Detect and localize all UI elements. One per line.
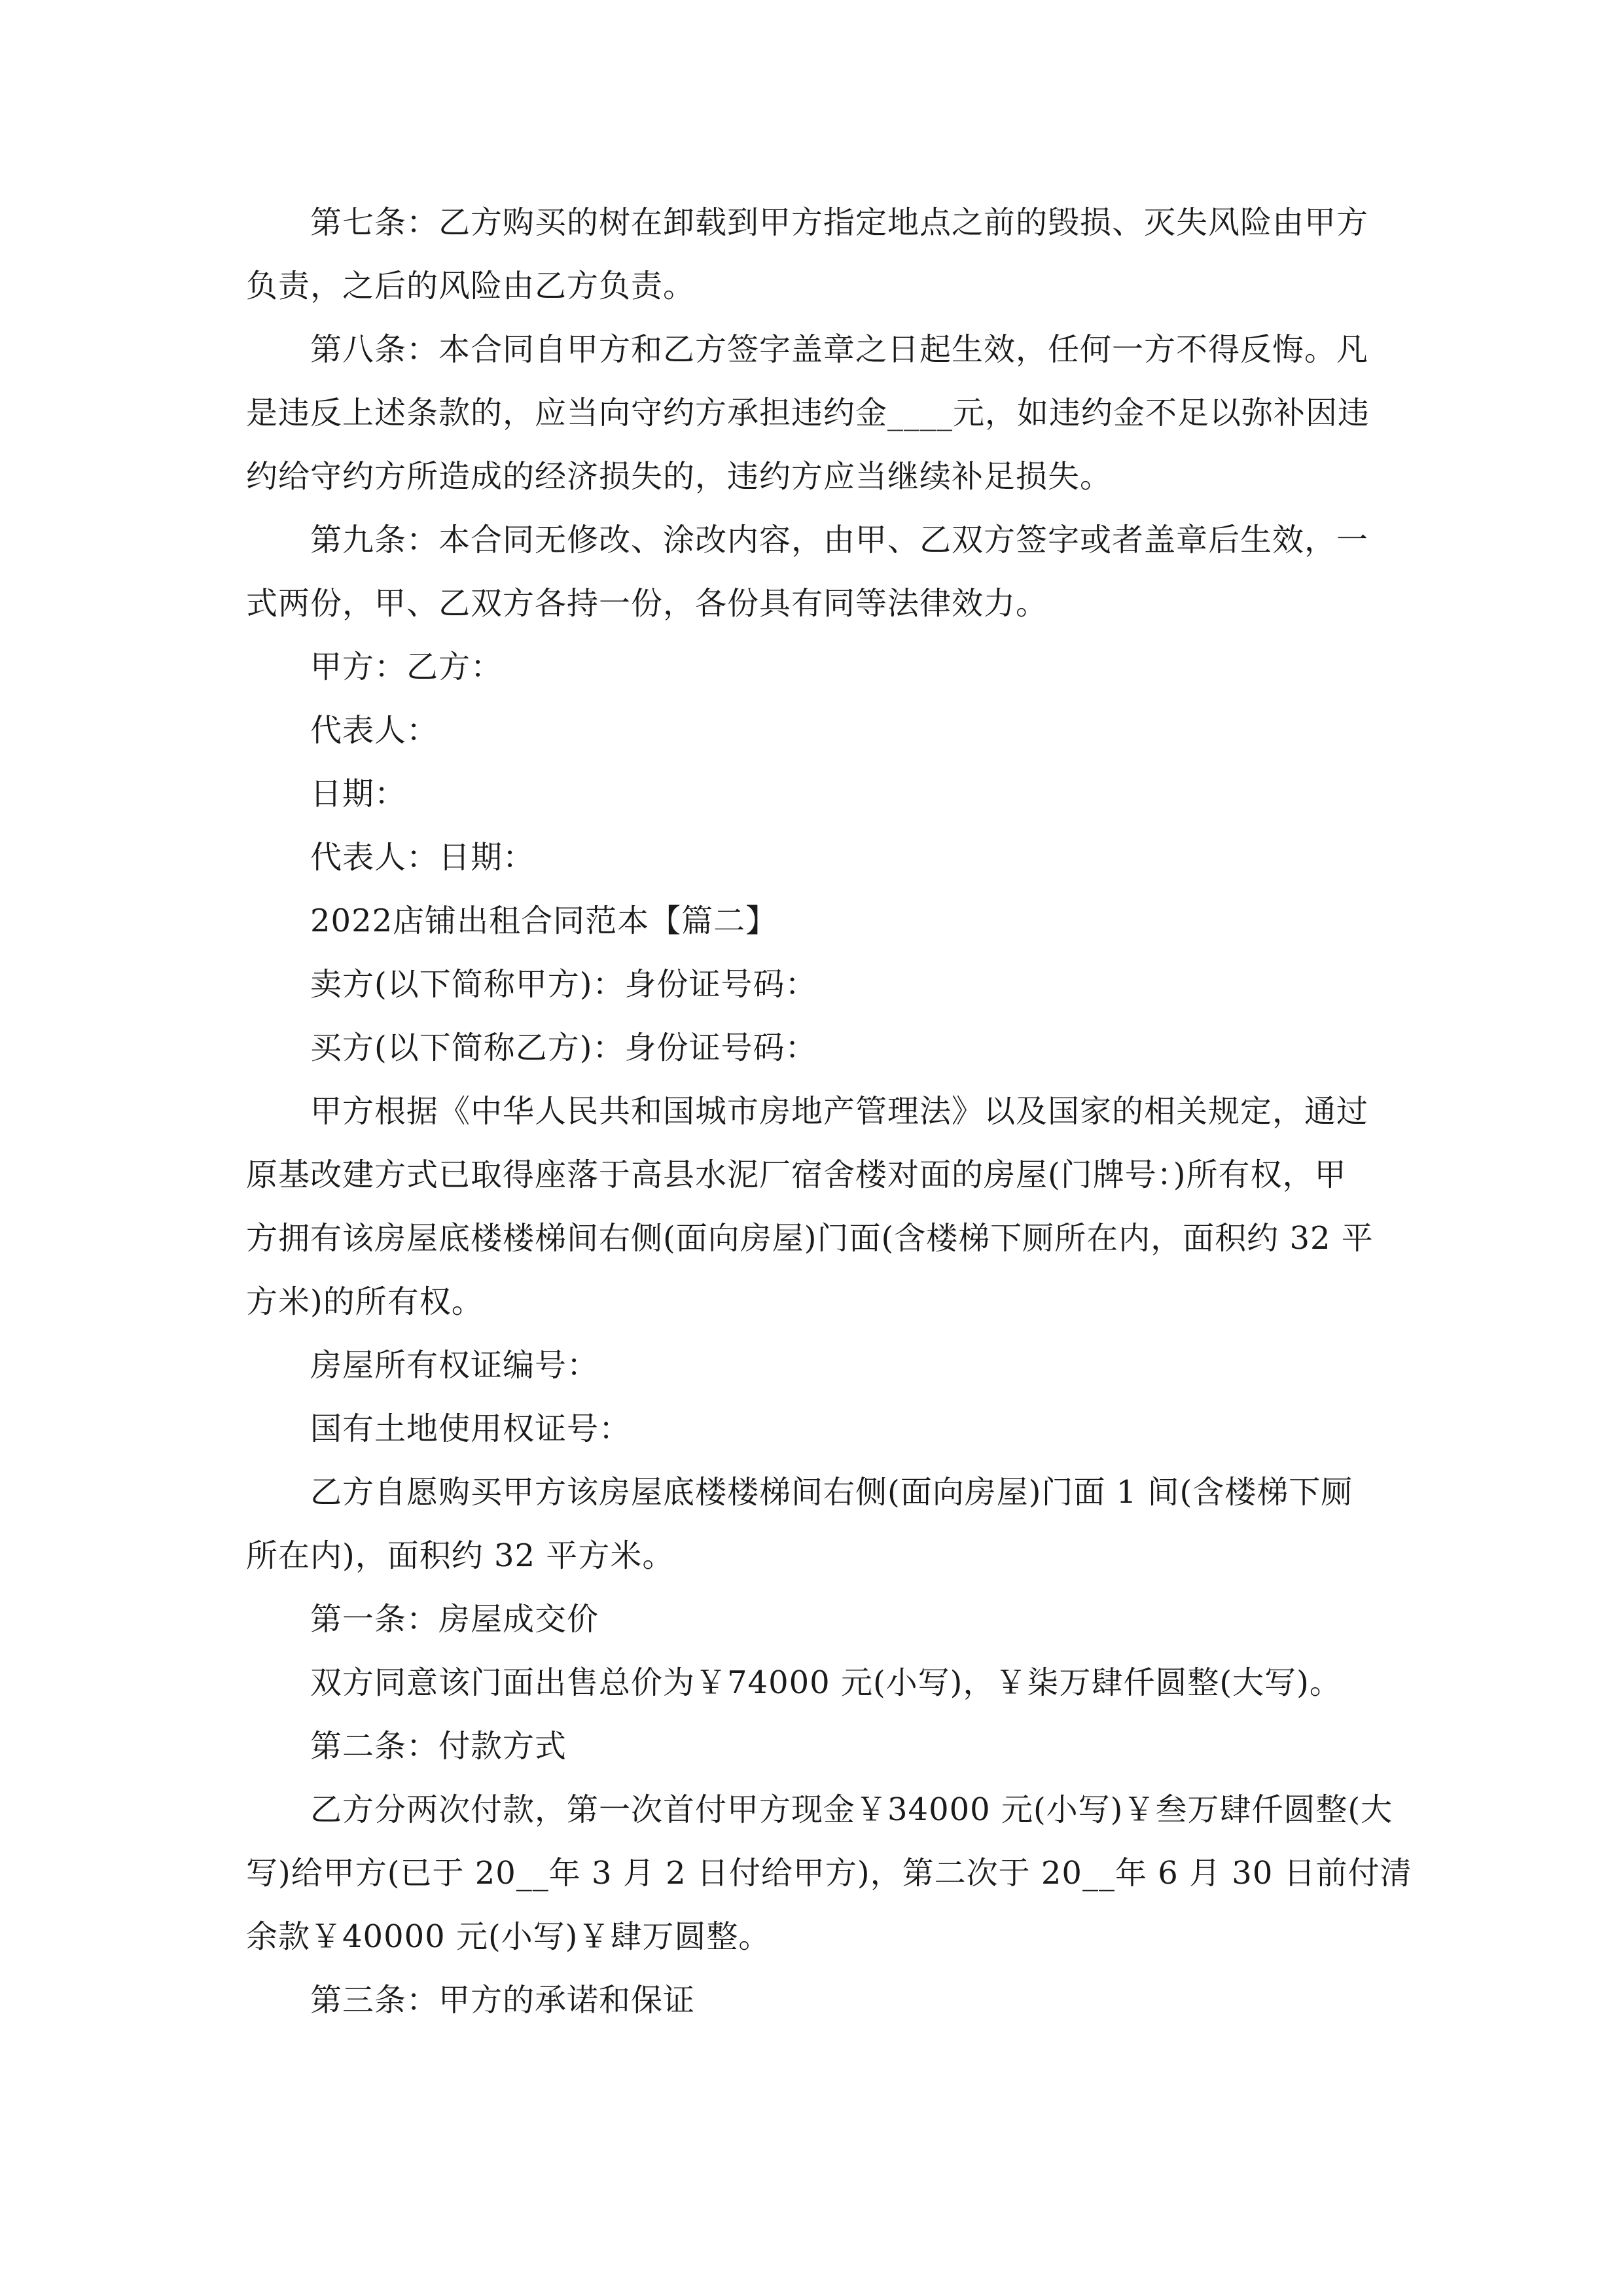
paragraph bbox=[246, 762, 1377, 826]
text-line: 方米)的所有权。 bbox=[246, 1283, 484, 1320]
paragraph bbox=[246, 1334, 1377, 1397]
document-body bbox=[246, 191, 1412, 2032]
paragraph bbox=[246, 699, 1377, 762]
paragraph bbox=[246, 1715, 1377, 1778]
text-line: 代表人：日期： bbox=[310, 839, 535, 876]
text-line: 日期： bbox=[310, 776, 407, 812]
text-line: 国有土地使用权证号： bbox=[310, 1410, 632, 1447]
text-line: 第一条：房屋成交价 bbox=[310, 1601, 599, 1638]
text-line: 甲方：乙方： bbox=[310, 649, 503, 685]
text-line: 方拥有该房屋底楼楼梯间右侧(面向房屋)门面(含楼梯下厕所在内，面积约 32 平 bbox=[246, 1220, 1374, 1257]
text-line: 第七条：乙方购买的树在卸载到甲方指定地点之前的毁损、灭失风险由甲方 bbox=[310, 204, 1369, 241]
text-line: 是违反上述条款的，应当向守约方承担违约金____元，如违约金不足以弥补因违 bbox=[246, 395, 1370, 431]
paragraph bbox=[246, 953, 1377, 1016]
text-line: 代表人： bbox=[310, 712, 439, 749]
text-line: 乙方分两次付款，第一次首付甲方现金￥34000 元(小写)￥叁万肆仟圆整(大 bbox=[310, 1791, 1393, 1828]
paragraph bbox=[246, 889, 1377, 953]
text-line: 房屋所有权证编号： bbox=[310, 1347, 599, 1384]
text-line: 所在内)，面积约 32 平方米。 bbox=[246, 1537, 675, 1574]
text-line: 第二条：付款方式 bbox=[310, 1728, 567, 1765]
text-line: 负责，之后的风险由乙方负责。 bbox=[246, 268, 696, 304]
paragraph bbox=[246, 191, 1377, 318]
text-line: 第八条：本合同自甲方和乙方签字盖章之日起生效，任何一方不得反悔。凡 bbox=[310, 331, 1369, 368]
text-line: 双方同意该门面出售总价为￥74000 元(小写)，￥柒万肆仟圆整(大写)。 bbox=[310, 1664, 1342, 1701]
text-line: 买方(以下简称乙方)：身份证号码： bbox=[310, 1030, 817, 1066]
text-line: 余款￥40000 元(小写)￥肆万圆整。 bbox=[246, 1918, 771, 1955]
paragraph bbox=[246, 1016, 1377, 1080]
text-line: 甲方根据《中华人民共和国城市房地产管理法》以及国家的相关规定，通过 bbox=[310, 1093, 1369, 1130]
text-line: 第三条：甲方的承诺和保证 bbox=[310, 1982, 696, 2018]
paragraph bbox=[246, 1588, 1377, 1651]
text-line: 乙方自愿购买甲方该房屋底楼楼梯间右侧(面向房屋)门面 1 间(含楼梯下厕 bbox=[310, 1474, 1353, 1511]
paragraph bbox=[246, 1461, 1377, 1588]
paragraph bbox=[246, 1080, 1377, 1334]
paragraph bbox=[246, 318, 1377, 509]
text-line: 原基改建方式已取得座落于高县水泥厂宿舍楼对面的房屋(门牌号：)所有权，甲 bbox=[246, 1157, 1347, 1193]
paragraph bbox=[246, 826, 1377, 889]
paragraph bbox=[246, 509, 1377, 636]
text-line: 第九条：本合同无修改、涂改内容，由甲、乙双方签字或者盖章后生效，一 bbox=[310, 522, 1369, 558]
text-line: 式两份，甲、乙双方各持一份，各份具有同等法律效力。 bbox=[246, 585, 1048, 622]
paragraph bbox=[246, 1969, 1377, 2032]
text-line: 卖方(以下简称甲方)：身份证号码： bbox=[310, 966, 817, 1003]
paragraph bbox=[246, 1778, 1412, 1969]
paragraph bbox=[246, 1651, 1377, 1715]
text-line: 2022店铺出租合同范本【篇二】 bbox=[310, 903, 778, 939]
paragraph bbox=[246, 1397, 1377, 1461]
text-line: 写)给甲方(已于 20__年 3 月 2 日付给甲方)，第二次于 20__年 6 月 30 日前付清 bbox=[246, 1855, 1412, 1892]
paragraph bbox=[246, 636, 1377, 699]
text-line: 约给守约方所造成的经济损失的，违约方应当继续补足损失。 bbox=[246, 458, 1113, 495]
